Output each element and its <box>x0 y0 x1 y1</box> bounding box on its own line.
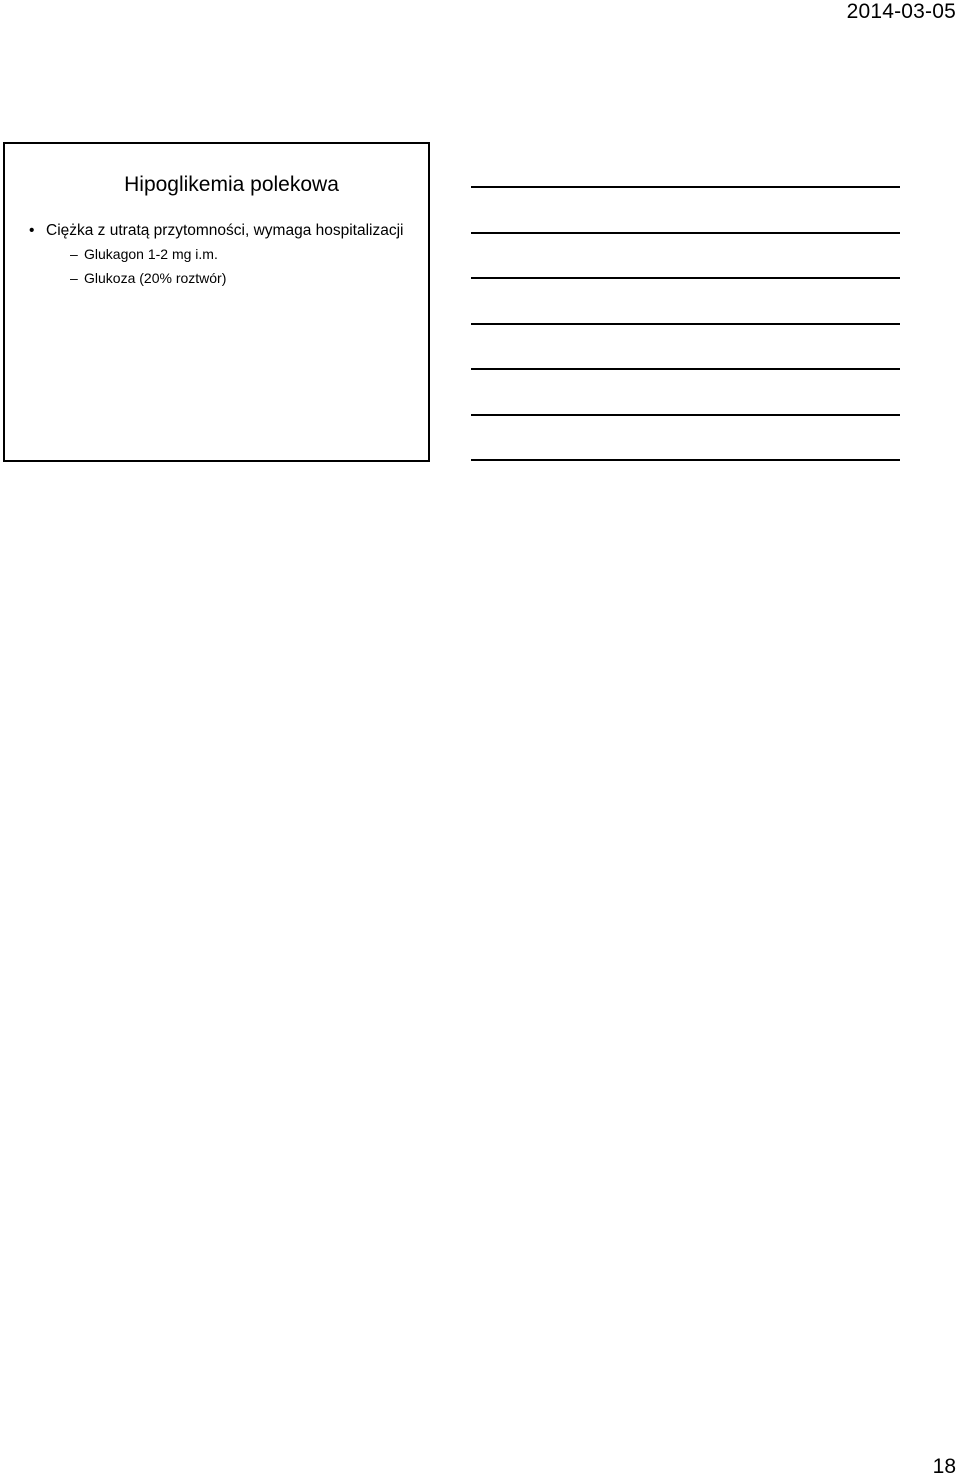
note-line <box>471 186 900 188</box>
notes-lines <box>471 186 900 505</box>
sub-bullet-text: Glukagon 1-2 mg i.m. <box>84 246 218 262</box>
note-line <box>471 323 900 325</box>
list-item <box>27 220 417 290</box>
note-line <box>471 414 900 416</box>
slide-thumbnail <box>3 142 430 462</box>
bullet-text: Ciężka z utratą przytomności, wymaga hospitalizacji <box>46 222 404 239</box>
note-line <box>471 277 900 279</box>
note-line <box>471 368 900 370</box>
slide-bullet-list <box>27 220 417 290</box>
list-item <box>46 242 417 266</box>
sub-bullet-list <box>46 242 417 290</box>
slide-title: Hipoglikemia polekowa <box>124 173 339 196</box>
list-item <box>46 266 417 290</box>
note-line <box>471 459 900 461</box>
dash-icon: – <box>70 270 78 286</box>
note-line <box>471 232 900 234</box>
dash-icon: – <box>70 246 78 262</box>
sub-bullet-text: Glukoza (20% roztwór) <box>84 270 227 286</box>
header-date: 2014-03-05 <box>846 0 956 23</box>
bullet-dot-icon: • <box>29 222 35 239</box>
page-number: 18 <box>932 1455 956 1478</box>
